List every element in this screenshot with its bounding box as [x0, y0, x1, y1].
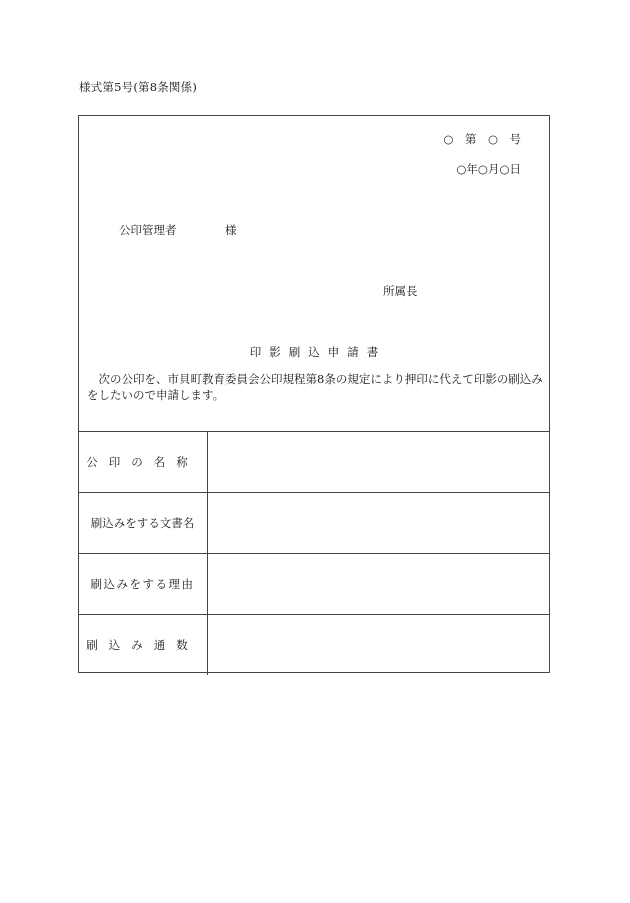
reason-field[interactable]: [208, 554, 551, 615]
print-count-field[interactable]: [208, 615, 551, 676]
table-row: [78, 615, 550, 676]
document-body: 次の公印を、市貝町教育委員会公印規程第8条の規定により押印に代えて印影の刷込みをしたいので申請します。: [87, 372, 543, 402]
table-row: [78, 554, 550, 615]
document-title: 印影刷込申請書: [249, 345, 387, 359]
seal-name-field[interactable]: [208, 432, 551, 493]
print-count-label: 刷込み通数: [78, 615, 208, 676]
table-row: [78, 432, 550, 493]
sender-title: 所属長: [383, 284, 418, 298]
details-table: [78, 431, 550, 675]
application-form-frame: [78, 115, 550, 673]
reason-label: 刷込みをする理由: [78, 554, 208, 615]
recipient-honorific: 様: [225, 223, 237, 237]
document-number: ○ 第 ○ 号: [443, 132, 521, 146]
form-number-label: 様式第5号(第8条関係): [79, 80, 198, 94]
document-name-field[interactable]: [208, 493, 551, 554]
recipient-name: 公印管理者: [119, 223, 177, 237]
table-row: [78, 493, 550, 554]
document-date: ○年○月○日: [456, 162, 521, 176]
seal-name-label: 公印の名称: [78, 432, 208, 493]
document-name-label: 刷込みをする文書名: [78, 493, 208, 554]
